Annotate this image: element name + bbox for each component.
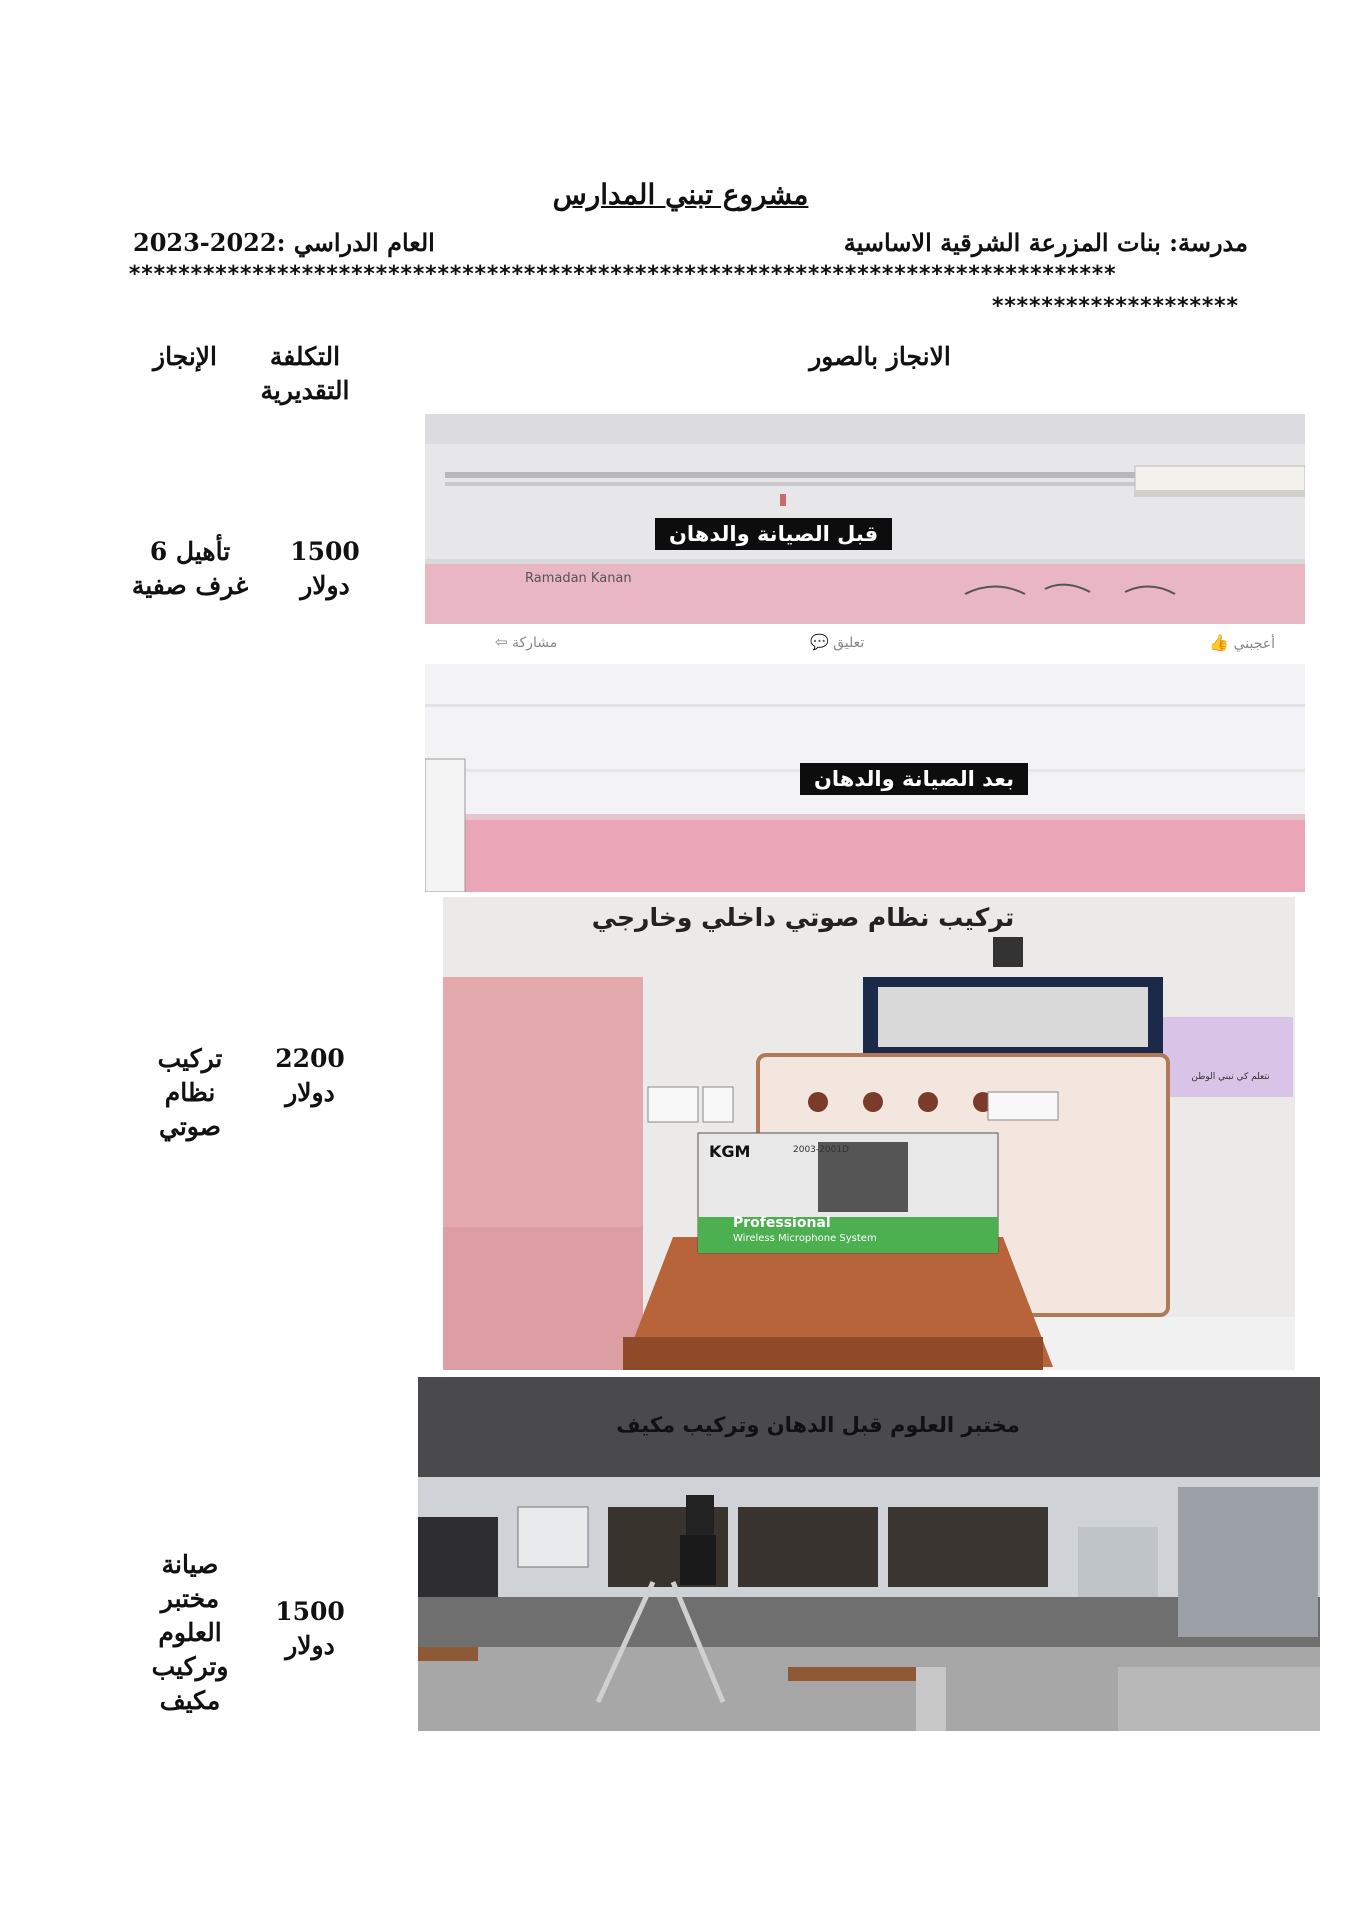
caption-after: بعد الصيانة والدهان	[800, 763, 1028, 795]
row-2-cost	[255, 1042, 365, 1110]
like-button[interactable]	[1209, 633, 1275, 652]
share-icon: ⇦	[495, 633, 508, 651]
column-header-achievement: الإنجاز	[153, 342, 217, 371]
box-brand: KGM	[709, 1142, 751, 1161]
photo-science-lab	[418, 1377, 1320, 1731]
row-1-cost-amount: 1500	[290, 537, 360, 566]
caption-before: قبل الصيانة والدهان	[655, 518, 892, 550]
separator-line: ********************************************************************************	[128, 262, 1116, 287]
row-3-achievement: صيانة مختبر العلوم وتركيب مكيف	[151, 1550, 229, 1715]
row-1-cost	[270, 535, 380, 603]
comment-button[interactable]	[810, 633, 864, 651]
separator-line-short: ********************	[991, 294, 1238, 319]
box-line2: Wireless Microphone System	[733, 1233, 877, 1244]
row-1-cost-unit: دولار	[300, 571, 350, 600]
caption-sound-system: تركيب نظام صوتي داخلي وخارجي	[591, 903, 1015, 932]
photo-before-maintenance	[425, 414, 1305, 624]
page-title: مشروع تبني المدارس	[552, 178, 809, 211]
poster-text: نتعلم كي نبني الوطن	[1191, 1072, 1270, 1082]
academic-year: العام الدراسي :2022-2023	[133, 228, 435, 257]
box-line1: Professional	[733, 1215, 831, 1231]
box-model: 2003-2001D	[793, 1145, 849, 1155]
share-label: مشاركة	[512, 635, 558, 651]
column-header-photos: الانجاز بالصور	[809, 342, 951, 371]
column-header-cost: التكلفة التقديرية	[260, 342, 350, 405]
share-button[interactable]	[495, 633, 557, 651]
row-2-achievement: تركيب نظام صوتي	[157, 1044, 223, 1141]
school-name: مدرسة: بنات المزرعة الشرقية الاساسية	[843, 228, 1248, 257]
comment-icon: 💬	[810, 633, 829, 651]
comment-label: تعليق	[833, 635, 865, 651]
wall-writing: Ramadan Kanan	[525, 571, 632, 586]
photo-sound-system	[443, 897, 1295, 1370]
photo-after-maintenance	[425, 664, 1305, 892]
row-3-cost-amount: 1500	[275, 1597, 345, 1626]
thumbs-up-icon: 👍	[1209, 633, 1230, 652]
social-bar	[425, 627, 1305, 657]
row-1-achievement: تأهيل 6 غرف صفية	[131, 537, 249, 600]
row-2-cost-amount: 2200	[275, 1044, 345, 1073]
row-3-cost	[255, 1595, 365, 1663]
like-label: أعجبني	[1233, 636, 1275, 652]
row-2-cost-unit: دولار	[285, 1078, 335, 1107]
row-3-cost-unit: دولار	[285, 1631, 335, 1660]
caption-science-lab: مختبر العلوم قبل الدهان وتركيب مكيف	[616, 1413, 1020, 1437]
